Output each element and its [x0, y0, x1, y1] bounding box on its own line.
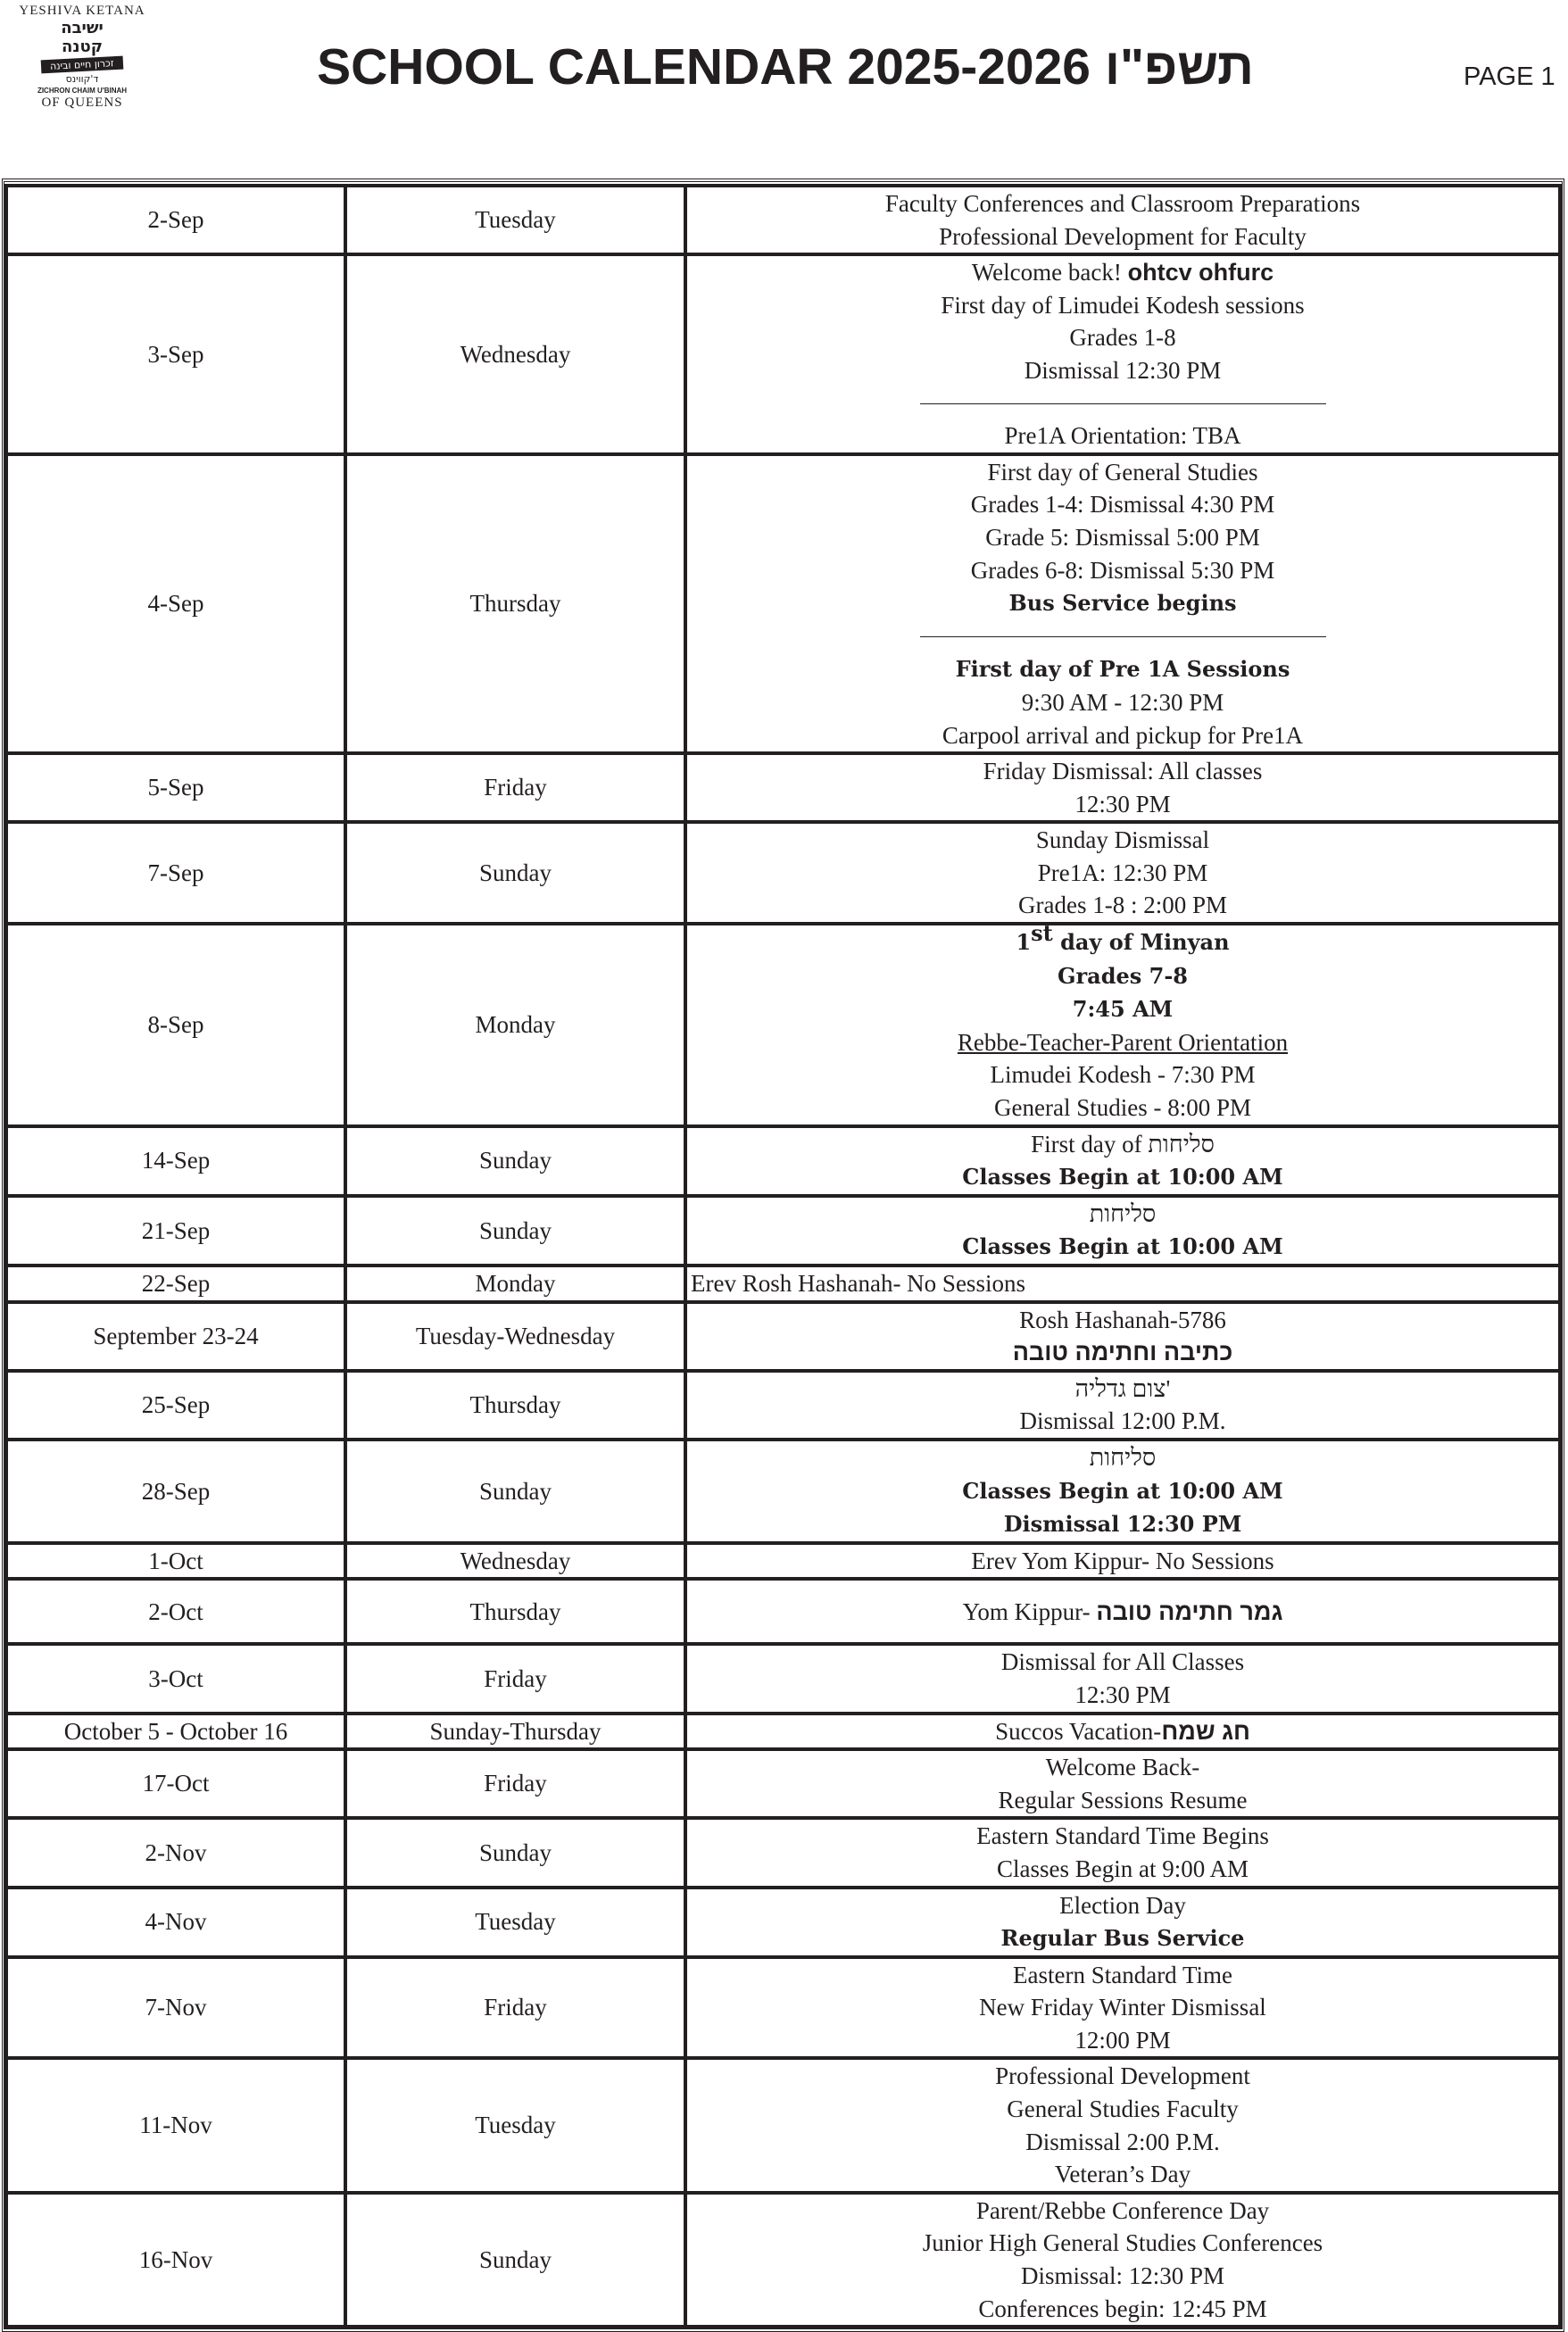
event-line — [687, 920, 1558, 959]
event-line — [687, 1715, 1558, 1748]
event-line — [687, 1198, 1558, 1231]
event-text: גמר חתימה טובה — [1096, 1598, 1283, 1625]
date-cell: 16-Nov — [6, 2193, 345, 2327]
event-line — [687, 321, 1558, 354]
event-cell — [685, 254, 1560, 454]
event-text: Pre1A: 12:30 PM — [1037, 859, 1208, 886]
event-text: First day of סליחות — [1031, 1130, 1215, 1158]
page-number: PAGE 1 — [1464, 62, 1556, 91]
calendar-row — [6, 1302, 1560, 1371]
logo-text-bottom: OF QUEENS — [41, 95, 123, 110]
event-text: Grades 1-4: Dismissal 4:30 PM — [970, 491, 1275, 519]
weekday-cell: Sunday — [345, 2193, 685, 2327]
event-cell — [685, 1714, 1560, 1750]
event-line — [687, 586, 1558, 620]
weekday-cell: Monday — [345, 924, 685, 1126]
event-line — [687, 1336, 1558, 1369]
event-text: Grade 5: Dismissal 5:00 PM — [985, 523, 1260, 551]
event-text: Carpool arrival and pickup for Pre1A — [942, 721, 1304, 749]
event-cell — [685, 1266, 1560, 1302]
event-line — [687, 1853, 1558, 1886]
calendar-row — [6, 1266, 1560, 1302]
event-text: Friday Dismissal: All classes — [983, 758, 1263, 785]
event-line — [687, 788, 1558, 821]
event-line — [687, 1751, 1558, 1784]
event-cell — [685, 822, 1560, 924]
event-text: 12:30 PM — [1074, 1681, 1171, 1708]
calendar-row — [6, 753, 1560, 822]
calendar-frame — [2, 178, 1564, 2332]
weekday-cell: Thursday — [345, 1371, 685, 1440]
date-cell: 3-Sep — [6, 254, 345, 454]
event-line — [687, 1026, 1558, 1059]
divider — [687, 620, 1558, 653]
event-text: 12:30 PM — [1074, 790, 1171, 817]
event-text: First day of General Studies — [987, 458, 1258, 485]
event-line — [687, 2158, 1558, 2191]
event-line — [687, 354, 1558, 387]
date-cell: 2-Sep — [6, 186, 345, 254]
event-line — [687, 1545, 1558, 1578]
event-text: סליחות — [1089, 1199, 1157, 1227]
event-line — [687, 1596, 1558, 1629]
date-cell: 22-Sep — [6, 1266, 345, 1302]
calendar-table — [4, 184, 1562, 2328]
event-line — [687, 521, 1558, 554]
date-cell: 3-Oct — [6, 1644, 345, 1713]
calendar-row — [6, 924, 1560, 1126]
event-text: Dismissal for All Classes — [1000, 1648, 1245, 1676]
page-title: SCHOOL CALENDAR 2025-2026 תשפ"ו — [317, 38, 1254, 95]
event-text: Welcome Back- — [1045, 1754, 1200, 1781]
event-line — [687, 554, 1558, 587]
event-cell — [685, 1302, 1560, 1371]
event-line — [687, 488, 1558, 521]
calendar-row — [6, 1888, 1560, 1957]
event-text: Rebbe-Teacher-Parent Orientation — [957, 1028, 1289, 1056]
logo-hebrew-city: ד'קווינס — [65, 73, 99, 85]
date-cell: 7-Sep — [6, 822, 345, 924]
calendar-row — [6, 1440, 1560, 1543]
event-text: Limudei Kodesh - 7:30 PM — [990, 1061, 1256, 1089]
event-cell — [685, 454, 1560, 753]
event-cell — [685, 1440, 1560, 1543]
event-line — [687, 2293, 1558, 2326]
weekday-cell: Sunday-Thursday — [345, 1714, 685, 1750]
date-cell: 5-Sep — [6, 753, 345, 822]
weekday-cell: Tuesday — [345, 2058, 685, 2192]
event-text: Regular Sessions Resume — [998, 1786, 1248, 1813]
calendar-row — [6, 186, 1560, 254]
calendar-row — [6, 254, 1560, 454]
date-cell: 17-Oct — [6, 1749, 345, 1818]
weekday-cell: Thursday — [345, 1579, 685, 1644]
event-text: Conferences begin: 12:45 PM — [978, 2295, 1267, 2322]
event-line — [687, 2093, 1558, 2126]
event-line — [687, 755, 1558, 788]
event-line — [687, 1507, 1558, 1541]
event-cell — [685, 2193, 1560, 2327]
event-line — [687, 857, 1558, 890]
event-line — [687, 256, 1558, 289]
date-cell: 2-Nov — [6, 1818, 345, 1887]
weekday-cell: Monday — [345, 1266, 685, 1302]
weekday-cell: Sunday — [345, 822, 685, 924]
date-cell: 4-Sep — [6, 454, 345, 753]
event-text: Classes Begin at 9:00 AM — [997, 1855, 1249, 1882]
event-line — [687, 1820, 1558, 1853]
calendar-row — [6, 1749, 1560, 1818]
event-line — [687, 1921, 1558, 1955]
event-line — [687, 1230, 1558, 1264]
school-logo — [5, 4, 159, 111]
event-text: day of Minyan — [1052, 929, 1230, 956]
calendar-row — [6, 1196, 1560, 1266]
event-text: Eastern Standard Time Begins — [976, 1822, 1269, 1850]
event-text: Pre1A Orientation: TBA — [1004, 422, 1241, 450]
event-line — [687, 2060, 1558, 2093]
event-text: צום גדליה' — [1074, 1374, 1171, 1402]
event-line — [687, 2260, 1558, 2293]
event-text: Erev Rosh Hashanah- No Sessions — [691, 1270, 1025, 1297]
weekday-cell: Friday — [345, 1957, 685, 2059]
date-cell: 25-Sep — [6, 1371, 345, 1440]
event-text: Erev Yom Kippur- No Sessions — [971, 1547, 1274, 1574]
event-text: Classes Begin at 10:00 AM — [962, 1477, 1283, 1504]
weekday-cell: Sunday — [345, 1440, 685, 1543]
event-line — [687, 1405, 1558, 1438]
event-text: Regular Bus Service — [1000, 1925, 1245, 1952]
calendar-row — [6, 1371, 1560, 1440]
logo-hebrew-name-2: קטנה — [61, 37, 103, 56]
calendar-row — [6, 1818, 1560, 1887]
event-cell — [685, 1644, 1560, 1713]
event-cell — [685, 1371, 1560, 1440]
event-cell — [685, 1749, 1560, 1818]
date-cell: 11-Nov — [6, 2058, 345, 2192]
date-cell: October 5 - October 16 — [6, 1714, 345, 1750]
calendar-row — [6, 1126, 1560, 1196]
event-text: Yom Kippur- — [962, 1598, 1097, 1625]
logo-subtitle: ZICHRON CHAIM U'BINAH — [37, 87, 128, 95]
date-cell: 2-Oct — [6, 1579, 345, 1644]
weekday-cell: Wednesday — [345, 1543, 685, 1580]
event-text: Professional Development — [995, 2062, 1250, 2090]
event-text: Veteran’s Day — [1054, 2161, 1191, 2188]
event-line — [687, 889, 1558, 922]
event-line — [687, 456, 1558, 489]
event-cell — [685, 1957, 1560, 2059]
event-text: Dismissal 12:00 P.M. — [1019, 1407, 1226, 1435]
event-text: Junior High General Studies Conferences — [922, 2229, 1323, 2257]
event-text: Grades 1-8 — [1069, 324, 1176, 352]
event-line — [687, 992, 1558, 1026]
calendar-row — [6, 1957, 1560, 2059]
logo-hebrew-name-1: ישיבה — [61, 19, 104, 37]
event-text: Grades 6-8: Dismissal 5:30 PM — [970, 556, 1275, 584]
calendar-row — [6, 1644, 1560, 1713]
calendar-row — [6, 1543, 1560, 1580]
weekday-cell: Tuesday — [345, 1888, 685, 1957]
event-text: 7:45 AM — [1072, 996, 1174, 1023]
calendar-row — [6, 2058, 1560, 2192]
event-text: כתיבה וחתימה טובה — [1012, 1339, 1233, 1366]
event-cell — [685, 2058, 1560, 2192]
event-text: General Studies - 8:00 PM — [994, 1094, 1251, 1122]
event-text: 9:30 AM - 12:30 PM — [1021, 688, 1224, 716]
event-line — [687, 1889, 1558, 1922]
event-text: General Studies Faculty — [1007, 2095, 1239, 2123]
event-line — [687, 959, 1558, 993]
calendar-row — [6, 2193, 1560, 2327]
event-cell — [685, 1579, 1560, 1644]
date-cell: 14-Sep — [6, 1126, 345, 1196]
event-line — [691, 1267, 1558, 1300]
date-cell: 21-Sep — [6, 1196, 345, 1266]
logo-text-top: YESHIVA KETANA — [19, 4, 145, 18]
event-line — [687, 1991, 1558, 2024]
event-text: st — [1031, 920, 1053, 947]
event-line — [687, 1128, 1558, 1161]
weekday-cell: Friday — [345, 1644, 685, 1713]
event-line — [687, 1679, 1558, 1712]
event-text: ohtcv ohfurc — [1127, 259, 1274, 286]
event-line — [687, 1474, 1558, 1508]
weekday-cell: Sunday — [345, 1196, 685, 1266]
weekday-cell: Wednesday — [345, 254, 685, 454]
event-text: Sunday Dismissal — [1035, 826, 1210, 854]
weekday-cell: Sunday — [345, 1818, 685, 1887]
divider — [687, 387, 1558, 420]
weekday-cell: Friday — [345, 1749, 685, 1818]
event-line — [687, 220, 1558, 253]
event-line — [687, 1373, 1558, 1406]
event-text: New Friday Winter Dismissal — [979, 1994, 1266, 2021]
event-line — [687, 1959, 1558, 1992]
event-cell — [685, 920, 1560, 1126]
event-cell — [685, 186, 1560, 254]
event-line — [687, 1160, 1558, 1194]
event-text: Faculty Conferences and Classroom Preparations — [884, 190, 1361, 217]
event-text: Dismissal 12:30 PM — [1024, 356, 1222, 384]
event-text: First day of Limudei Kodesh sessions — [941, 291, 1305, 319]
event-text: Classes Begin at 10:00 AM — [962, 1164, 1283, 1191]
event-cell — [685, 1543, 1560, 1580]
weekday-cell: Sunday — [345, 1126, 685, 1196]
event-text: Eastern Standard Time — [1013, 1961, 1232, 1988]
event-text: חג שמח — [1161, 1717, 1250, 1745]
event-text: 1 — [1016, 929, 1032, 956]
calendar-row — [6, 822, 1560, 924]
calendar-row — [6, 1714, 1560, 1750]
date-cell: 28-Sep — [6, 1440, 345, 1543]
event-line — [687, 1304, 1558, 1337]
event-line — [687, 686, 1558, 719]
event-line — [687, 1784, 1558, 1817]
event-text: Bus Service begins — [1008, 590, 1237, 617]
date-cell: 1-Oct — [6, 1543, 345, 1580]
event-text: Welcome back! — [971, 259, 1128, 286]
event-line — [687, 2126, 1558, 2159]
event-text: Classes Begin at 10:00 AM — [962, 1233, 1283, 1260]
event-line — [687, 2024, 1558, 2057]
event-line — [687, 824, 1558, 857]
event-line — [687, 187, 1558, 220]
weekday-cell: Friday — [345, 753, 685, 822]
date-cell: September 23-24 — [6, 1302, 345, 1371]
event-text: Election Day — [1059, 1891, 1186, 1919]
event-line — [687, 419, 1558, 452]
event-cell — [685, 753, 1560, 822]
event-line — [687, 289, 1558, 322]
event-text: Dismissal: 12:30 PM — [1020, 2262, 1225, 2290]
weekday-cell: Tuesday-Wednesday — [345, 1302, 685, 1371]
event-cell — [685, 1888, 1560, 1957]
event-text: Rosh Hashanah-5786 — [1019, 1306, 1226, 1333]
event-cell — [685, 1818, 1560, 1887]
event-text: Grades 7-8 — [1058, 962, 1188, 989]
event-text: Dismissal 2:00 P.M. — [1025, 2128, 1220, 2155]
date-cell: 4-Nov — [6, 1888, 345, 1957]
date-cell: 8-Sep — [6, 924, 345, 1126]
event-cell — [685, 1126, 1560, 1196]
event-text: Grades 1-8 : 2:00 PM — [1018, 892, 1227, 919]
event-line — [687, 2227, 1558, 2260]
event-text: First day of Pre 1A Sessions — [955, 656, 1290, 683]
logo-ribbon: זכרון חיים ובינה — [41, 56, 123, 74]
event-text: 12:00 PM — [1074, 2026, 1171, 2054]
calendar-row — [6, 1579, 1560, 1644]
event-line — [687, 2195, 1558, 2228]
event-line — [687, 719, 1558, 752]
event-cell — [685, 1196, 1560, 1266]
event-text: סליחות — [1089, 1443, 1157, 1471]
calendar-row — [6, 454, 1560, 753]
event-line — [687, 1646, 1558, 1679]
date-cell: 7-Nov — [6, 1957, 345, 2059]
event-line — [687, 1441, 1558, 1474]
event-line — [687, 1091, 1558, 1125]
event-text: Dismissal 12:30 PM — [1003, 1511, 1242, 1538]
event-text: Professional Development for Faculty — [939, 222, 1307, 250]
event-line — [687, 652, 1558, 686]
event-line — [687, 1058, 1558, 1091]
event-text: Succos Vacation- — [995, 1717, 1162, 1745]
weekday-cell: Tuesday — [345, 186, 685, 254]
weekday-cell: Thursday — [345, 454, 685, 753]
event-text: Parent/Rebbe Conference Day — [975, 2196, 1270, 2224]
